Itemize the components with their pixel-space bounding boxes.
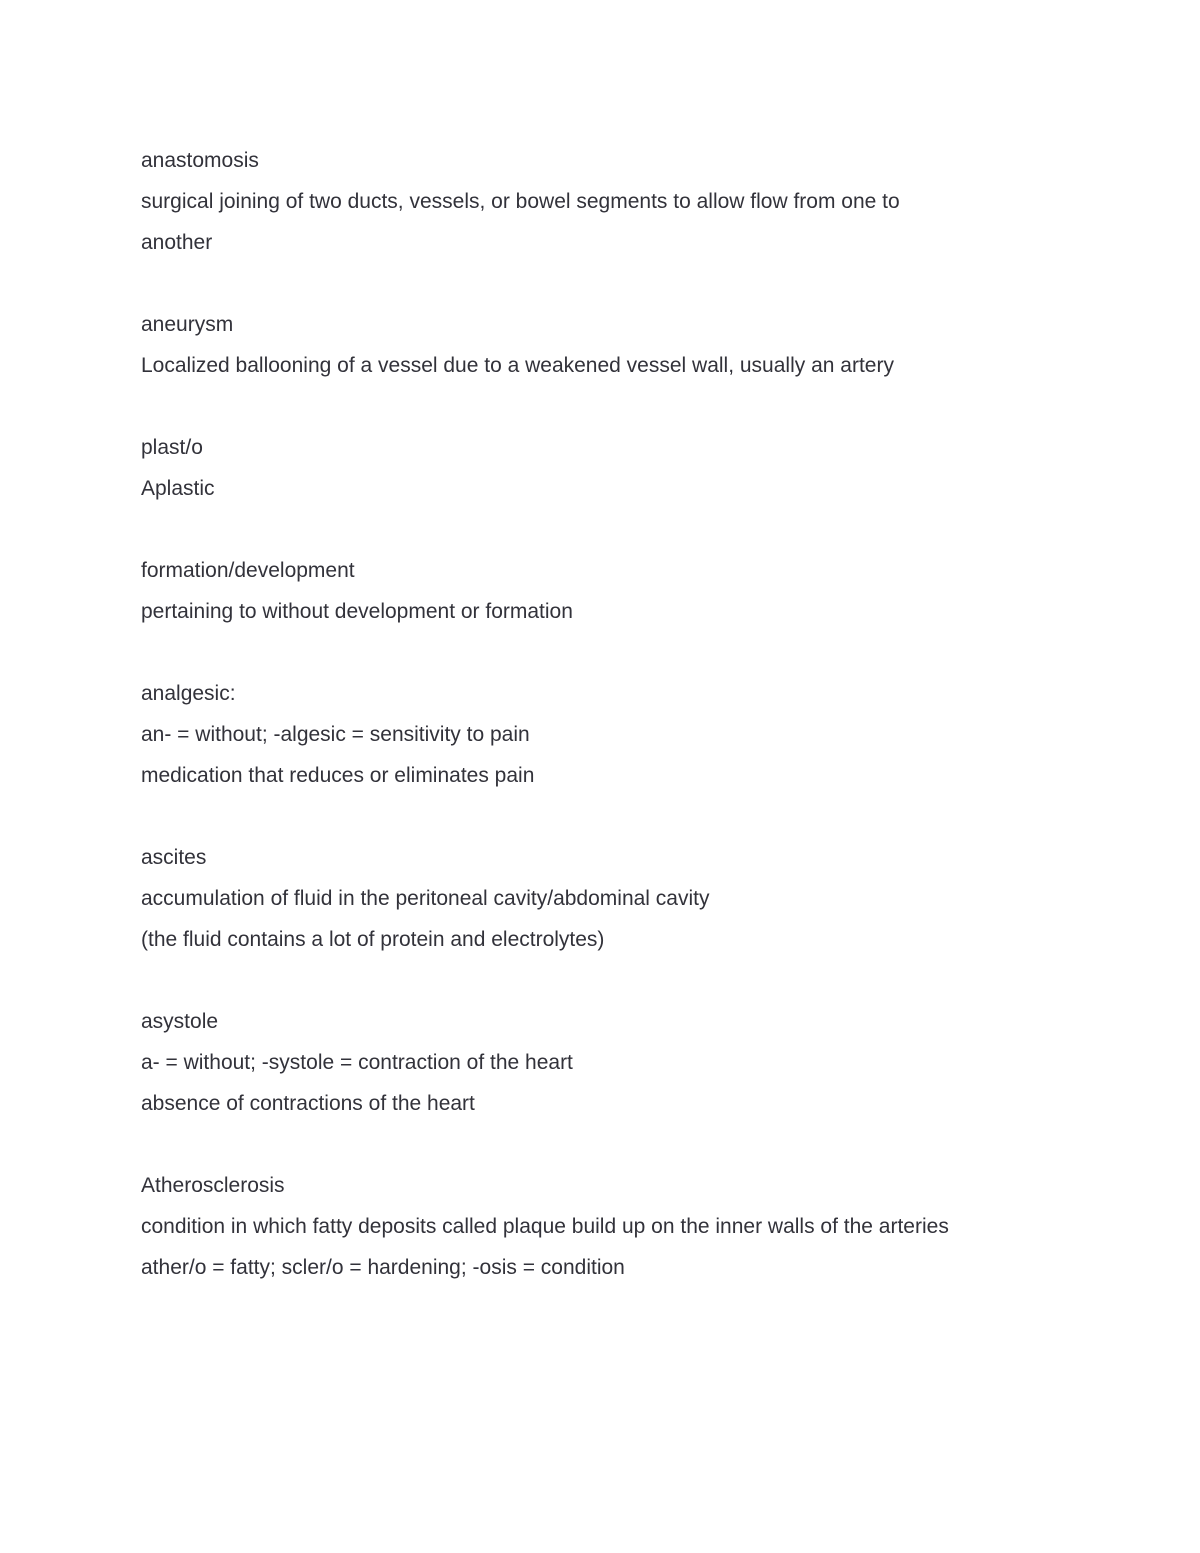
entry-definition-line: pertaining to without development or formation [141,600,573,623]
entry-term: asystole [141,1010,219,1033]
glossary-entry-asystole [141,1001,1061,1124]
entry-definition-line: Aplastic [141,477,215,500]
glossary-entry-formation-development [141,550,1061,632]
glossary-content [141,140,1061,1329]
entry-term: aneurysm [141,313,234,336]
entry-term: analgesic: [141,682,236,705]
glossary-entry-aneurysm [141,304,1061,386]
entry-definition-line: (the fluid contains a lot of protein and electrolytes) [141,928,605,951]
glossary-entry-ascites [141,837,1061,960]
glossary-entry-anastomosis [141,140,1061,263]
entry-definition-line: condition in which fatty deposits called plaque build up on the inner walls of the arteries [141,1215,949,1238]
entry-term: formation/development [141,559,355,582]
entry-definition-line: medication that reduces or eliminates pain [141,764,535,787]
entry-term: Atherosclerosis [141,1174,285,1197]
glossary-entry-analgesic [141,673,1061,796]
entry-definition-line: another [141,231,213,254]
entry-term: plast/o [141,436,203,459]
entry-definition-line: an- = without; -algesic = sensitivity to pain [141,723,530,746]
glossary-entry-atherosclerosis [141,1165,1061,1288]
entry-definition-line: a- = without; -systole = contraction of the heart [141,1051,573,1074]
glossary-entry-plast-o [141,427,1061,509]
entry-definition-line: Localized ballooning of a vessel due to a weakened vessel wall, usually an artery [141,354,894,377]
entry-definition-line: absence of contractions of the heart [141,1092,475,1115]
entry-definition-line: ather/o = fatty; scler/o = hardening; -osis = condition [141,1256,625,1279]
entry-definition-line: accumulation of fluid in the peritoneal cavity/abdominal cavity [141,887,710,910]
entry-definition-line: surgical joining of two ducts, vessels, or bowel segments to allow flow from one to [141,190,900,213]
entry-term: ascites [141,846,207,869]
entry-term: anastomosis [141,149,259,172]
